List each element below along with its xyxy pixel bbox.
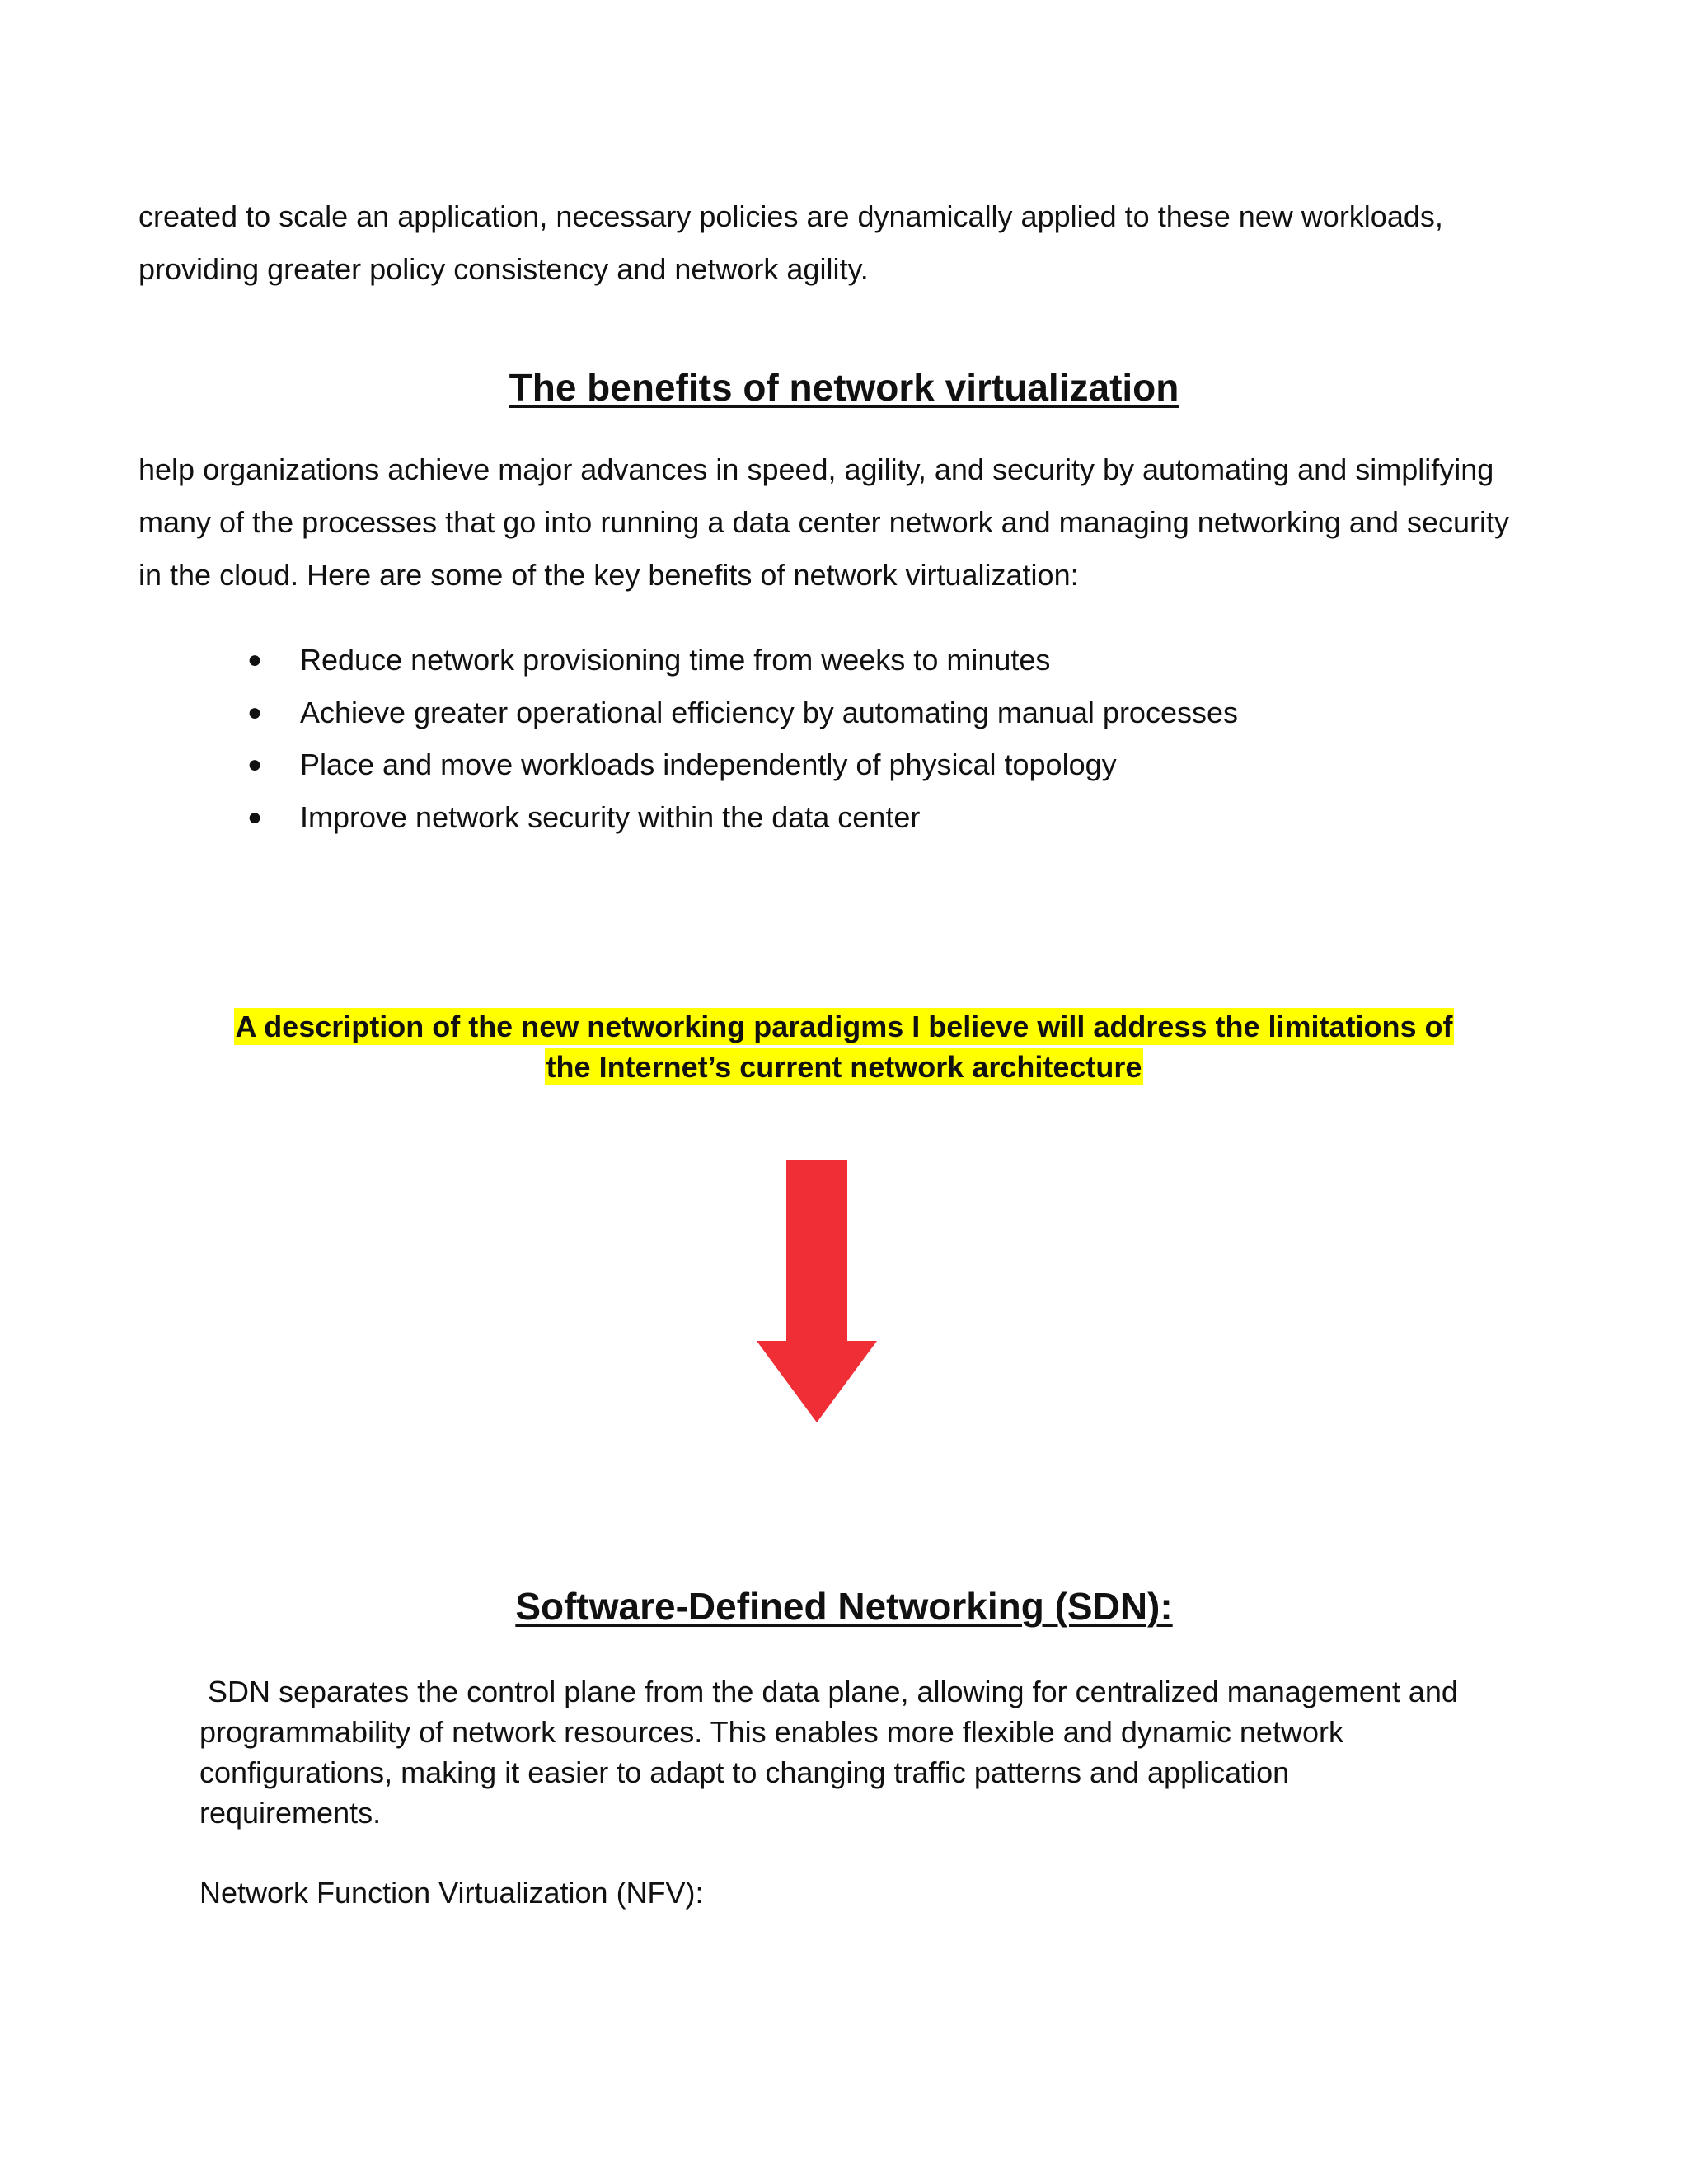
sdn-line: programmability of network resources. This enables more flexible and dynamic network xyxy=(199,1715,1343,1749)
benefits-heading: The benefits of network virtualization xyxy=(509,366,1179,409)
list-item xyxy=(247,687,1238,739)
benefits-line: help organizations achieve major advances in speed, agility, and security by automating and simplifying xyxy=(138,452,1494,486)
sdn-line: requirements. xyxy=(199,1796,382,1830)
benefits-line: in the cloud. Here are some of the key benefits of network virtualization: xyxy=(138,558,1079,592)
benefits-list xyxy=(247,634,1238,843)
benefits-paragraph xyxy=(138,443,1556,602)
sdn-line: SDN separates the control plane from the data plane, allowing for centralized management and xyxy=(199,1675,1458,1708)
sdn-heading: Software-Defined Networking (SDN): xyxy=(515,1585,1173,1628)
list-item-text: Improve network security within the data center xyxy=(300,799,921,834)
benefits-line: many of the processes that go into running a data center network and managing networking and security xyxy=(138,505,1509,539)
nfv-label: Network Function Virtualization (NFV): xyxy=(199,1876,704,1910)
intro-line: created to scale an application, necessary policies are dynamically applied to these new workloads, xyxy=(138,199,1443,233)
down-arrow-shape xyxy=(757,1160,877,1422)
list-item-text: Reduce network provisioning time from weeks to minutes xyxy=(300,643,1051,677)
bullet-icon: ● xyxy=(247,803,263,831)
list-item xyxy=(247,634,1238,687)
list-item xyxy=(247,738,1238,791)
highlighted-description xyxy=(0,1006,1688,1087)
list-item xyxy=(247,791,1238,844)
sdn-line: configurations, making it easier to adapt to changing traffic patterns and application xyxy=(199,1755,1290,1789)
bullet-icon: ● xyxy=(247,751,263,778)
intro-line: providing greater policy consistency and network agility. xyxy=(138,252,869,286)
highlight-line: A description of the new networking paradigms I believe will address the limitations of xyxy=(235,1010,1453,1043)
intro-paragraph xyxy=(138,190,1556,296)
list-item-text: Place and move workloads independently of physical topology xyxy=(300,748,1117,781)
bullet-icon: ● xyxy=(247,698,263,726)
sdn-paragraph xyxy=(199,1671,1584,1833)
down-arrow-icon xyxy=(757,1160,877,1422)
bullet-icon: ● xyxy=(247,646,263,673)
list-item-text: Achieve greater operational efficiency by automating manual processes xyxy=(300,695,1238,729)
highlight-line: the Internet’s current network architecture xyxy=(546,1050,1142,1084)
